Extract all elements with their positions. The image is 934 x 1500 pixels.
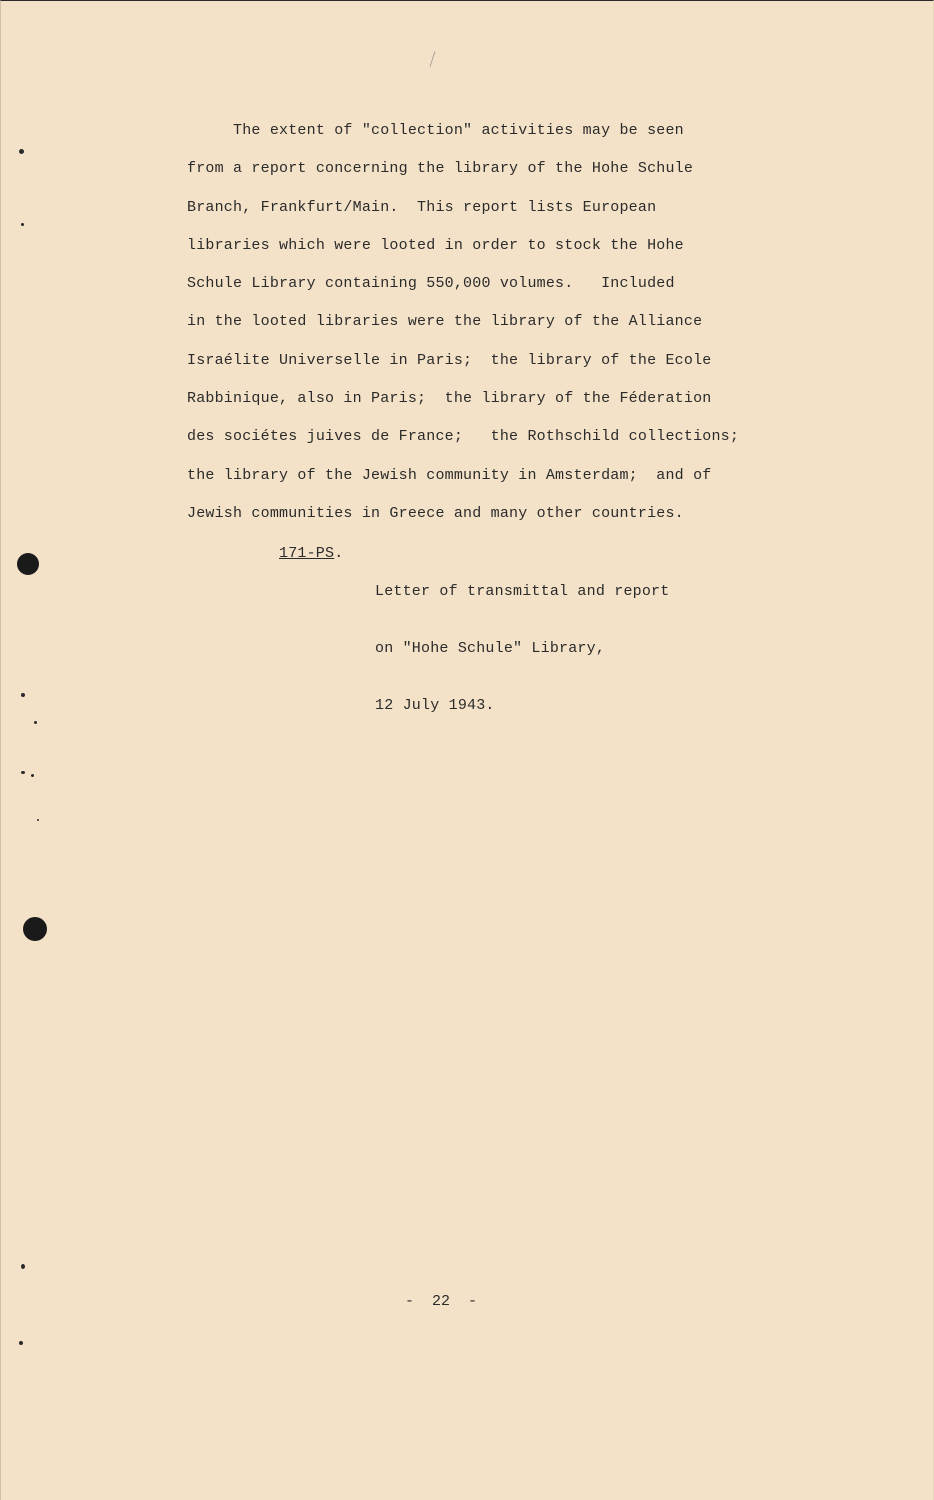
- citation-description: [375, 544, 735, 753]
- speck: [19, 149, 24, 154]
- speck: [31, 774, 34, 777]
- speck: [21, 771, 25, 774]
- paragraph-line: Jewish communities in Greece and many other countries.: [187, 504, 684, 522]
- citation-reference: [279, 544, 343, 563]
- paragraph-line: Schule Library containing 550,000 volumes. Included: [187, 275, 675, 293]
- body-paragraph: [187, 119, 807, 540]
- paragraph-line: Rabbinique, also in Paris; the library of the Féderation: [187, 390, 712, 408]
- punch-hole: [23, 917, 47, 941]
- citation-ref-suffix: .: [334, 545, 344, 562]
- speck: [21, 693, 25, 697]
- page-number: - 22 -: [405, 1293, 478, 1310]
- citation-line: Letter of transmittal and report: [375, 583, 670, 600]
- pencil-mark: [430, 51, 436, 67]
- speck: [34, 721, 37, 724]
- paragraph-line: from a report concerning the library of the Hohe Schule: [187, 160, 694, 178]
- paragraph-line: Israélite Universelle in Paris; the library of the Ecole: [187, 351, 712, 369]
- paragraph-line: The extent of "collection" activities may be seen: [187, 122, 684, 139]
- citation-ref-code: 171-PS: [279, 545, 335, 562]
- paragraph-line: Branch, Frankfurt/Main. This report lists European: [187, 198, 657, 216]
- speck: [19, 1341, 23, 1345]
- paragraph-line: libraries which were looted in order to stock the Hohe: [187, 236, 684, 254]
- citation-line: on "Hohe Schule" Library,: [375, 640, 606, 657]
- speck: [21, 223, 24, 226]
- paragraph-line: in the looted libraries were the library of the Alliance: [187, 313, 703, 331]
- citation-block: [279, 544, 670, 714]
- citation-line: 12 July 1943.: [375, 697, 495, 714]
- speck: [37, 819, 39, 821]
- punch-hole: [17, 553, 39, 575]
- paragraph-line: the library of the Jewish community in Amsterdam; and of: [187, 466, 712, 484]
- speck: [21, 1264, 25, 1269]
- paragraph-line: des sociétes juives de France; the Rothschild collections;: [187, 428, 740, 446]
